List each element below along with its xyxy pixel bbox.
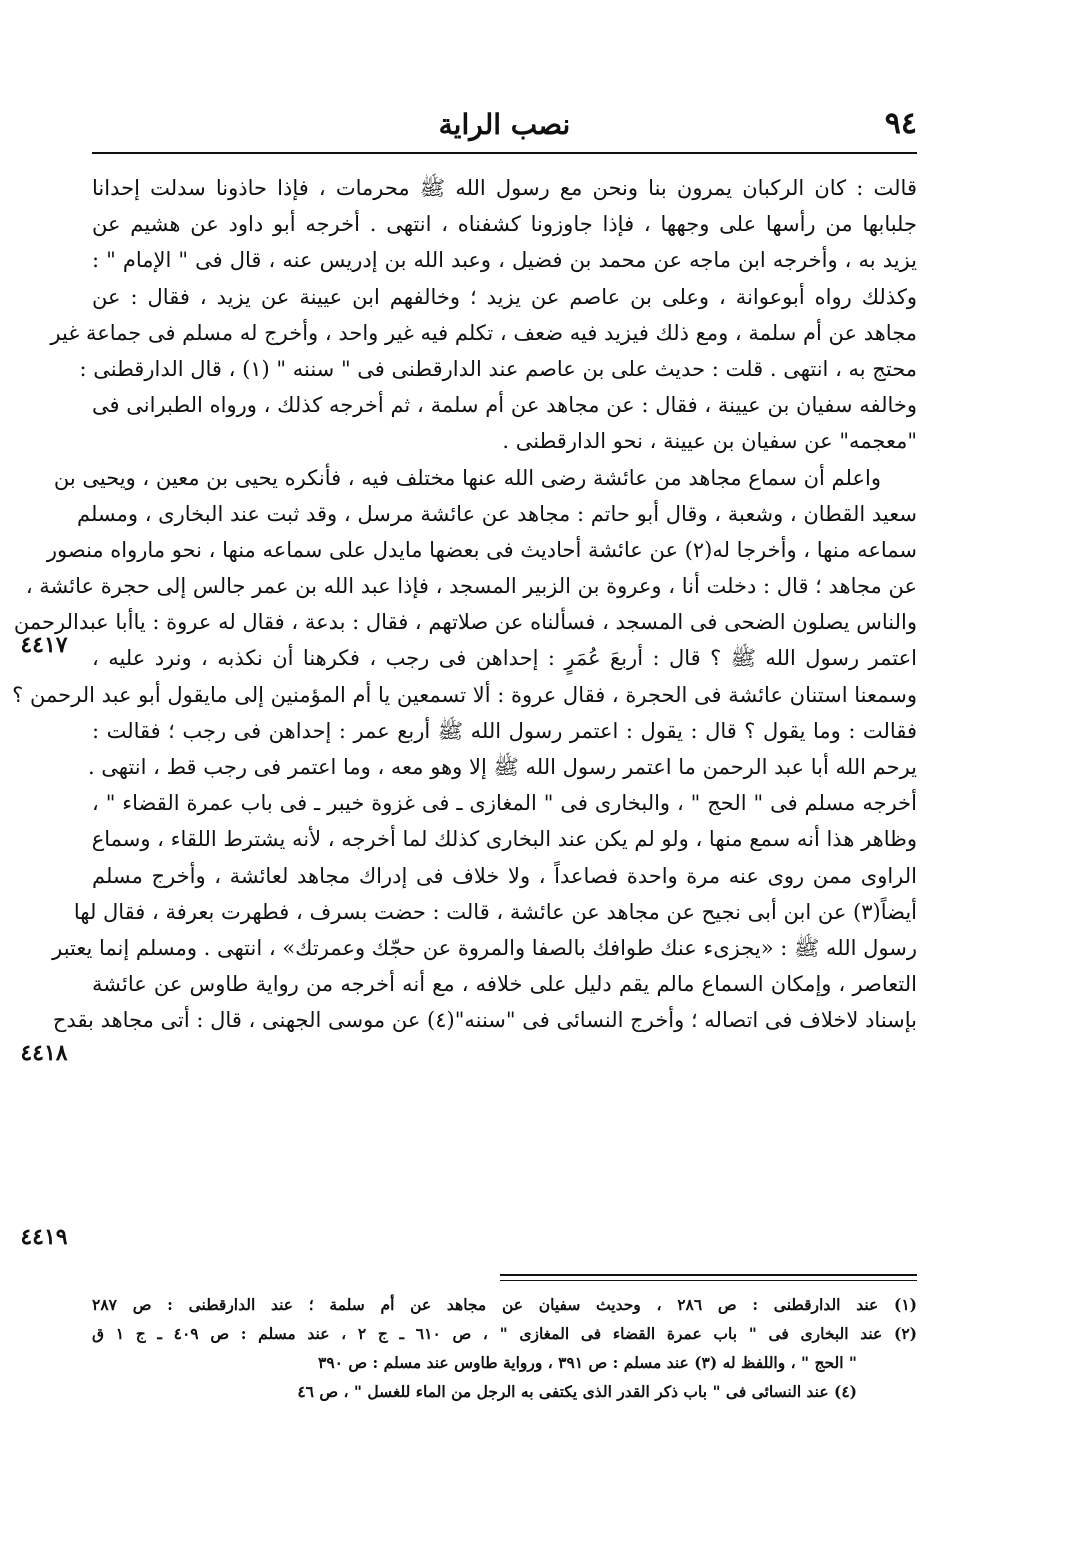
text-line: سعيد القطان ، وشعبة ، وقال أبو حاتم : مجاهد عن عائشة مرسل ، وقد ثبت عند البخارى ، ومسلم xyxy=(77,501,917,526)
text-line: جلبابها من رأسها على وجهها ، فإذا جاوزونا كشفناه ، انتهى . أخرجه أبو داود عن هشيم عن xyxy=(92,212,917,237)
text-line: سماعه منها ، وأخرجا له(٢) عن عائشة أحاديث فى بعضها مايدل على سماعه منها ، نحو مارواه منصور xyxy=(46,537,917,562)
footnote-rule xyxy=(500,1274,917,1276)
page-header xyxy=(92,100,917,150)
hadith-number: ٤٤١٩ xyxy=(20,1224,68,1250)
footnote: " الحج " ، واللفظ له (٣) عند مسلم : ص ٣٩١ ، ورواية طاوس عند مسلم : ص ٣٩٠ xyxy=(318,1353,857,1372)
text-line: مجاهد عن أم سلمة ، ومع ذلك فيزيد فيه ضعف ، تكلم فيه غير واحد ، وأخرج له مسلم فى جماعة غير xyxy=(50,320,917,345)
footnote-rule xyxy=(500,1280,917,1281)
footnote: (٢) عند البخارى فى " باب عمرة القضاء فى المغازى " ، ص ٦١٠ ـ ج ٢ ، عند مسلم : ص ٤٠٩ ـ ج ١ ق xyxy=(92,1324,917,1343)
text-line: والناس يصلون الضحى فى المسجد ، فسألناه عن صلاتهم ، فقال : بدعة ، فقال له عروة : ياأبا عبدالرحمن xyxy=(13,610,917,635)
header-rule xyxy=(92,152,917,154)
page-number: ٩٤ xyxy=(884,106,917,141)
text-line: رسول الله ﷺ : «يجزىء عنك طوافك بالصفا والمروة عن حجّك وعمرتك» ، انتهى . ومسلم إنما يعتبر xyxy=(52,935,917,960)
text-line: وسمعنا استنان عائشة فى الحجرة ، فقال عروة : ألا تسمعين يا أم المؤمنين إلى مايقول أبو عبد الرحمن ؟ xyxy=(12,682,917,707)
running-title: نصب الراية xyxy=(438,108,571,141)
hadith-number: ٤٤١٨ xyxy=(20,1040,68,1066)
text-line: وظاهر هذا أنه سمع منها ، ولو لم يكن عند البخارى كذلك لما أخرجه ، لأنه يشترط اللقاء ، وسماع xyxy=(91,827,917,852)
text-line: وكذلك رواه أبوعوانة ، وعلى بن عاصم عن يزيد ؛ وخالفهم ابن عيينة عن يزيد ، فقال : عن xyxy=(92,284,917,309)
text-line: يرحم الله أبا عبد الرحمن ما اعتمر رسول الله ﷺ إلا وهو معه ، وما اعتمر فى رجب قط ، انتهى . xyxy=(87,755,917,779)
text-line: يزيد به ، وأخرجه ابن ماجه عن محمد بن فضيل ، وعبد الله بن إدريس عنه ، قال فى " الإمام " : xyxy=(92,248,917,273)
text-line: الراوى ممن روى عنه مرة واحدة فصاعداً ، ولا خلاف فى إدراك مجاهد لعائشة ، وأخرج مسلم xyxy=(92,863,917,888)
text-line: التعاصر ، وإمكان السماع مالم يقم دليل على خلافه ، مع أنه أخرجه من رواية طاوس عن عائشة xyxy=(92,972,917,997)
text-line: "معجمه" عن سفيان بن عيينة ، نحو الدارقطنى . xyxy=(502,429,917,454)
text-line: أخرجه مسلم فى " الحج " ، والبخارى فى " المغازى ـ فى غزوة خيبر ـ فى باب عمرة القضاء " ، xyxy=(92,791,917,816)
footnotes xyxy=(92,1290,917,1406)
hadith-number: ٤٤١٧ xyxy=(20,632,68,658)
text-line: وخالفه سفيان بن عيينة ، فقال : عن مجاهد عن أم سلمة ، ثم أخرجه كذلك ، ورواه الطبرانى فى xyxy=(92,393,917,418)
text-line: قالت : كان الركبان يمرون بنا ونحن مع رسول الله ﷺ محرمات ، فإذا حاذونا سدلت إحدانا xyxy=(92,176,917,200)
text-line: عن مجاهد ؛ قال : دخلت أنا ، وعروة بن الزبير المسجد ، فإذا عبد الله بن عمر جالس إلى حجرة عائشة ، xyxy=(25,574,917,599)
text-line: بإسناد لاخلاف فى اتصاله ؛ وأخرج النسائى فى "سننه"(٤) عن موسى الجهنى ، قال : أتى مجاهد بقدح xyxy=(52,1008,917,1033)
text-line: فقالت : وما يقول ؟ قال : يقول : اعتمر رسول الله ﷺ أربع عمر : إحداهن فى رجب ؛ فقالت : xyxy=(92,718,917,743)
text-line: واعلم أن سماع مجاهد من عائشة رضى الله عنها مختلف فيه ، فأنكره يحيى بن معين ، ويحيى بن xyxy=(53,465,881,490)
text-line: أيضاً(٣) عن ابن أبى نجيح عن مجاهد عن عائشة ، قالت : حضت بسرف ، فطهرت بعرفة ، فقال لها xyxy=(73,899,917,924)
text-line: محتج به ، انتهى . قلت : حديث على بن عاصم عند الدارقطنى فى " سننه " (١) ، قال الدارقطنى : xyxy=(79,356,917,381)
footnote: (١) عند الدارقطنى : ص ٢٨٦ ، وحديث سفيان عن مجاهد عن أم سلمة ؛ عند الدارقطنى : ص ٢٨٧ xyxy=(92,1295,917,1314)
footnote: (٤) عند النسائى فى " باب ذكر القدر الذى يكتفى به الرجل من الماء للغسل " ، ص ٤٦ xyxy=(297,1382,857,1401)
text-line: اعتمر رسول الله ﷺ ؟ قال : أربعَ عُمَرٍ : إحداهن فى رجب ، فكرهنا أن نكذبه ، ونرد عليه ، xyxy=(92,646,917,671)
